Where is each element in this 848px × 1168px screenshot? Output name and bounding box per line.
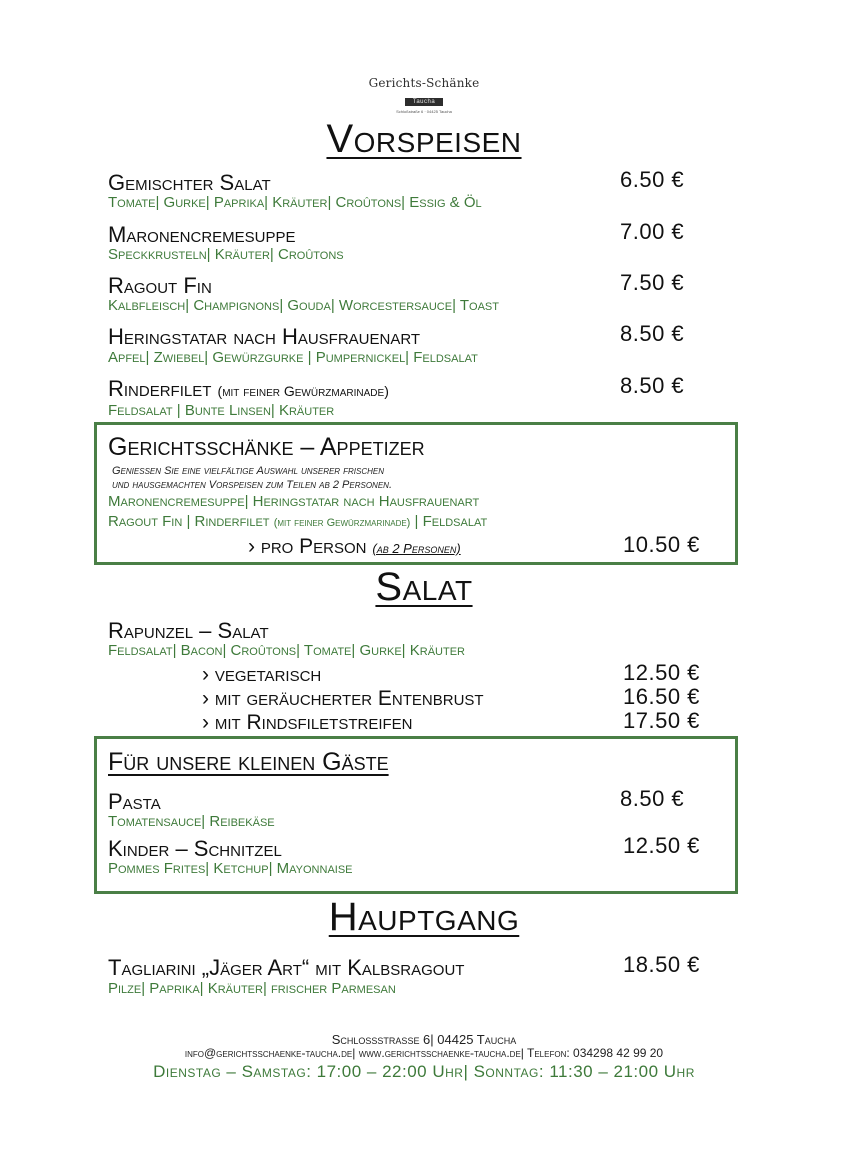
- appetizer-description-line-1: Geniessen Sie eine vielfältige Auswahl unserer frischen: [112, 465, 385, 477]
- menu-item-price: 7.50 €: [620, 270, 685, 295]
- menu-item-price: 12.50 €: [623, 833, 700, 858]
- menu-item-price: 6.50 €: [620, 167, 685, 192]
- section-title-vorspeisen: Vorspeisen: [326, 117, 522, 161]
- menu-item-name: Kinder – Schnitzel: [108, 836, 282, 861]
- appetizer-contents-b: | Feldsalat: [414, 513, 488, 530]
- appetizer-title: Gerichtsschänke – Appetizer: [108, 433, 425, 461]
- appetizer-per-person: [248, 535, 461, 559]
- menu-item-name-text: Rinderfilet: [108, 376, 212, 401]
- menu-item-price: 8.50 €: [620, 373, 685, 398]
- menu-item-ingredients: Apfel| Zwiebel| Gewürzgurke | Pumpernickel| Feldsalat: [108, 349, 478, 366]
- menu-item-name: Maronencremesuppe: [108, 222, 296, 247]
- salat-option-price: 12.50 €: [623, 660, 700, 685]
- menu-item-name: [108, 376, 389, 402]
- menu-item-name: Ragout Fin: [108, 273, 212, 298]
- footer-address: Schlossstrasse 6| 04425 Taucha: [331, 1032, 517, 1047]
- menu-item-ingredients: Speckkrusteln| Kräuter| Croûtons: [108, 246, 344, 263]
- menu-item-note: (mit feiner Gewürzmarinade): [217, 383, 389, 399]
- menu-item-ingredients: Pommes Frites| Ketchup| Mayonnaise: [108, 860, 353, 877]
- salat-option: › mit Rindsfiletstreifen: [202, 711, 413, 734]
- menu-item-ingredients: Kalbfleisch| Champignons| Gouda| Worcestersauce| Toast: [108, 297, 499, 314]
- section-title-hauptgang: Hauptgang: [328, 895, 520, 939]
- salat-option-price: 16.50 €: [623, 684, 700, 709]
- restaurant-logo: [0, 76, 848, 114]
- menu-item-name: Rapunzel – Salat: [108, 618, 269, 643]
- menu-item-price: 8.50 €: [620, 321, 685, 346]
- menu-item-price: 7.00 €: [620, 219, 685, 244]
- menu-item-ingredients: Pilze| Paprika| Kräuter| frischer Parmesan: [108, 980, 396, 997]
- menu-item-name: Pasta: [108, 789, 161, 814]
- menu-item-price: 8.50 €: [620, 786, 685, 811]
- logo-band: Taucha: [405, 98, 443, 106]
- salat-option-price: 17.50 €: [623, 708, 700, 733]
- appetizer-contents-note: (mit feiner Gewürzmarinade): [273, 517, 411, 529]
- menu-item-price: 18.50 €: [623, 952, 700, 977]
- kids-title: Für unsere kleinen Gäste: [108, 748, 389, 776]
- section-title-salat: Salat: [375, 565, 473, 609]
- appetizer-description-line-2: und hausgemachten Vorspeisen zum Teilen ab 2 Personen.: [112, 479, 392, 491]
- logo-name: Gerichts-Schänke: [368, 76, 480, 90]
- menu-item-ingredients: Tomate| Gurke| Paprika| Kräuter| Croûtons| Essig & Öl: [108, 194, 482, 211]
- menu-item-name: Tagliarini „Jäger Art“ mit Kalbsragout: [108, 955, 465, 980]
- footer-contact: info@gerichtsschaenke-taucha.de| www.gerichtsschaenke-taucha.de| Telefon: 034298 42 99 20: [184, 1046, 664, 1060]
- menu-item-ingredients: Feldsalat| Bacon| Croûtons| Tomate| Gurke| Kräuter: [108, 642, 465, 659]
- per-person-note: (ab 2 Personen): [372, 541, 461, 556]
- per-person-label: › pro Person: [248, 535, 367, 558]
- appetizer-contents-a: Ragout Fin | Rinderfilet: [108, 513, 270, 530]
- salat-option: › vegetarisch: [202, 663, 322, 686]
- salat-option: › mit geräucherter Entenbrust: [202, 687, 484, 710]
- appetizer-contents-line-1: Maronencremesuppe| Heringstatar nach Hausfrauenart: [108, 493, 480, 510]
- footer-opening-hours: Dienstag – Samstag: 17:00 – 22:00 Uhr| Sonntag: 11:30 – 21:00 Uhr: [153, 1062, 695, 1081]
- menu-item-ingredients: Tomatensauce| Reibekäse: [108, 813, 275, 830]
- menu-item-ingredients: Feldsalat | Bunte Linsen| Kräuter: [108, 402, 335, 419]
- appetizer-contents-line-2: [108, 513, 487, 530]
- menu-item-name: Gemischter Salat: [108, 170, 271, 195]
- logo-address: Schloßstraße 6 · 04425 Taucha: [396, 109, 452, 114]
- menu-item-name: Heringstatar nach Hausfrauenart: [108, 324, 421, 349]
- appetizer-price: 10.50 €: [623, 532, 700, 557]
